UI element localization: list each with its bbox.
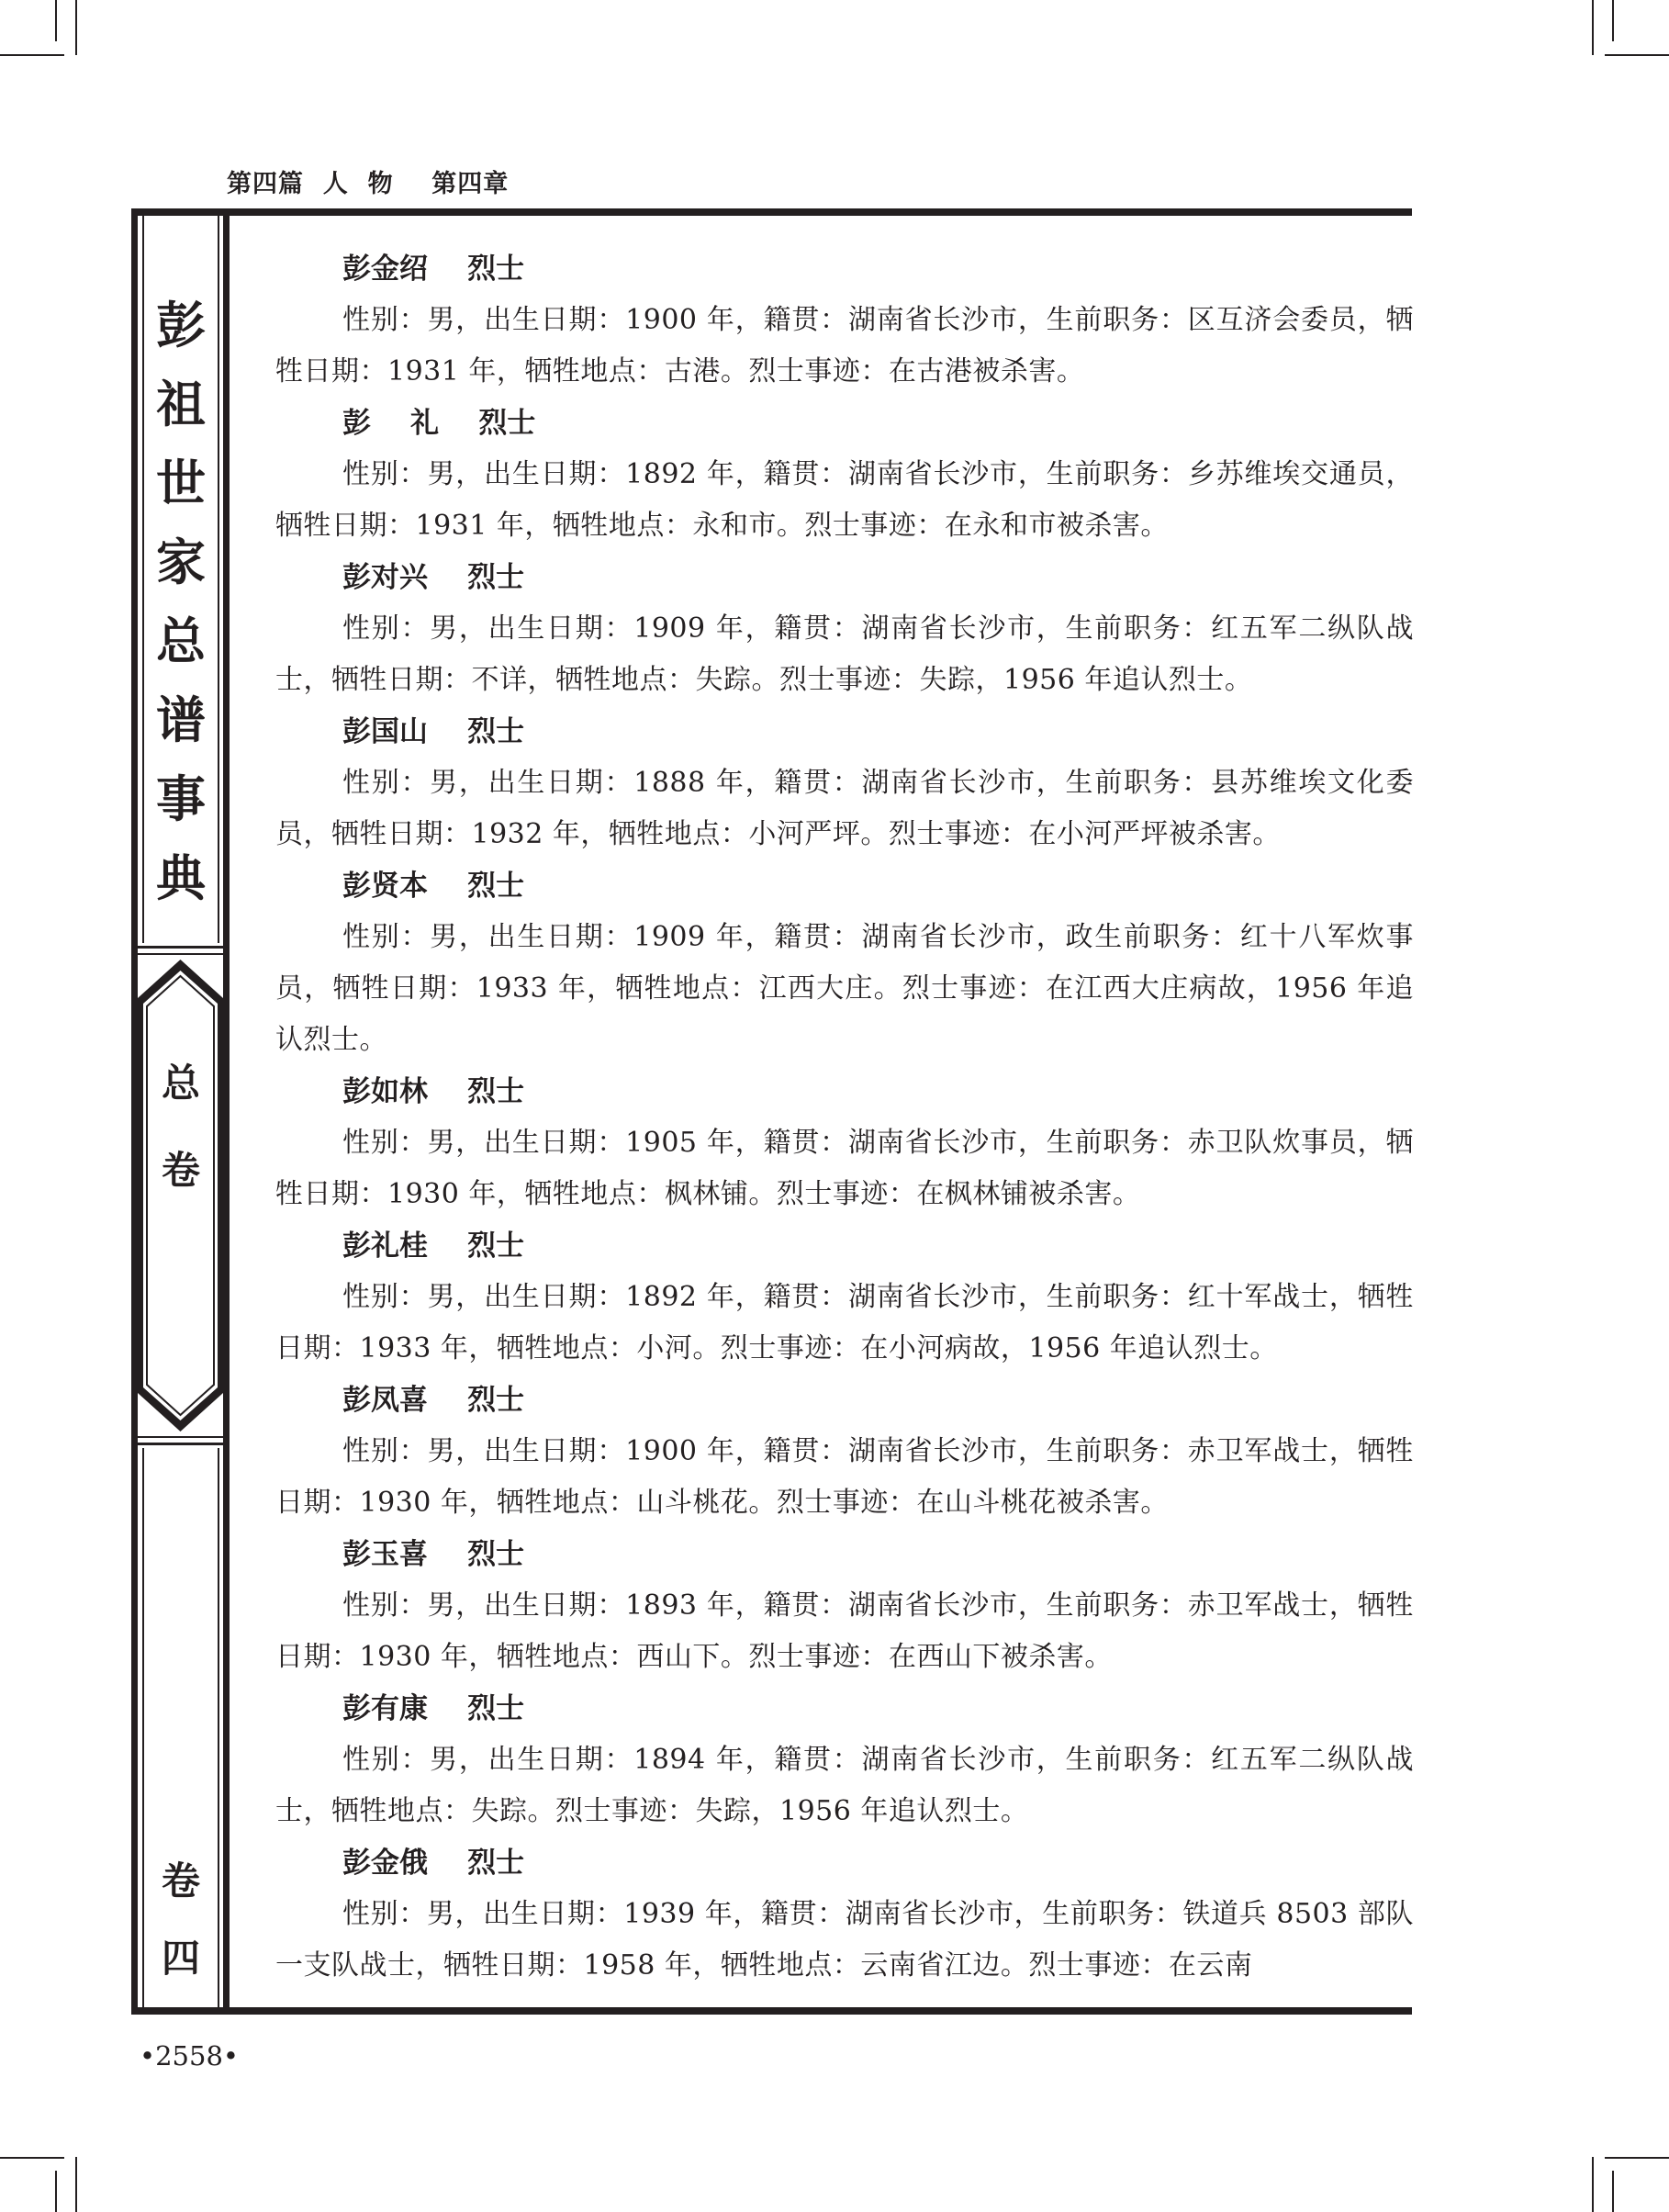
entry: [275, 706, 1414, 860]
entry-name: 彭凤喜 烈士: [342, 1384, 525, 1417]
entry-name: 彭礼桂 烈士: [342, 1230, 525, 1263]
page-number: •2558•: [140, 2040, 240, 2072]
crop-mark: [75, 2157, 77, 2212]
entry: [275, 1375, 1414, 1529]
chapter-header: 第四篇 人 物 第四章: [227, 170, 510, 198]
crop-mark: [1605, 2157, 1669, 2159]
entry-text: 性别：男，出生日期：1909 年，籍贯：湖南省长沙市，生前职务：红五军二纵队战士，牺牲日期：不详，牺牲地点：失踪。烈士事迹：失踪，1956 年追认烈士。: [275, 612, 1414, 696]
crop-mark: [0, 54, 64, 56]
entry-name: 彭贤本 烈士: [342, 870, 525, 903]
entry-text: 性别：男，出生日期：1892 年，籍贯：湖南省长沙市，生前职务：红十军战士，牺牲日期：1933 年，牺牲地点：小河。烈士事迹：在小河病故，1956 年追认烈士。: [275, 1281, 1414, 1364]
entry-text: 性别：男，出生日期：1893 年，籍贯：湖南省长沙市，生前职务：赤卫军战士，牺牲日期：1930 年，牺牲地点：西山下。烈士事迹：在西山下被杀害。: [275, 1589, 1414, 1673]
entry-text: 性别：男，出生日期：1909 年，籍贯：湖南省长沙市，政生前职务：红十八军炊事员，牺牲日期：1933 年，牺牲地点：江西大庄。烈士事迹：在江西大庄病故，1956 年追认烈士。: [275, 921, 1414, 1056]
entry-text: 性别：男，出生日期：1905 年，籍贯：湖南省长沙市，生前职务：赤卫队炊事员，牺牲日期：1930 年，牺牲地点：枫林铺。烈士事迹：在枫林铺被杀害。: [275, 1127, 1414, 1210]
left-frame: [131, 208, 230, 2015]
entry-name: 彭有康 烈士: [342, 1692, 525, 1725]
bottom-rule: [131, 2007, 1412, 2015]
crop-mark: [75, 0, 77, 55]
entry-name: 彭国山 烈士: [342, 715, 525, 748]
crop-mark: [55, 2171, 57, 2212]
volume-label: [144, 1039, 218, 1214]
entry-text: 性别：男，出生日期：1900 年，籍贯：湖南省长沙市，生前职务：赤卫军战士，牺牲日期：1930 年，牺牲地点：山斗桃花。烈士事迹：在山斗桃花被杀害。: [275, 1435, 1414, 1519]
book-title: [144, 286, 218, 918]
entry: [275, 1683, 1414, 1837]
book-title-char: 事: [156, 770, 206, 828]
entry-text: 性别：男，出生日期：1900 年，籍贯：湖南省长沙市，生前职务：区互济会委员，牺牲日期：1931 年，牺牲地点：古港。烈士事迹：在古港被杀害。: [275, 304, 1414, 387]
entry-name: 彭金俄 烈士: [342, 1847, 525, 1880]
volume-char: 总: [161, 1061, 200, 1106]
book-title-char: 世: [156, 455, 206, 512]
entry: [275, 243, 1414, 398]
entry: [275, 1837, 1414, 1992]
juan-char: 卷: [161, 1858, 200, 1903]
entry-text: 性别：男，出生日期：1894 年，籍贯：湖南省长沙市，生前职务：红五军二纵队战士，牺牲地点：失踪。烈士事迹：失踪，1956 年追认烈士。: [275, 1744, 1414, 1827]
crop-mark: [1592, 0, 1594, 55]
entry-name: 彭如林 烈士: [342, 1075, 525, 1108]
book-title-char: 家: [156, 533, 206, 591]
crop-mark: [1605, 54, 1669, 56]
entry-text: 性别：男，出生日期：1892 年，籍贯：湖南省长沙市，生前职务：乡苏维埃交通员，牺牲日期：1931 年，牺牲地点：永和市。烈士事迹：在永和市被杀害。: [275, 458, 1414, 542]
book-title-char: 祖: [156, 376, 206, 433]
entry-text: 性别：男，出生日期：1888 年，籍贯：湖南省长沙市，生前职务：县苏维埃文化委员，牺牲日期：1932 年，牺牲地点：小河严坪。烈士事迹：在小河严坪被杀害。: [275, 767, 1414, 850]
book-title-char: 总: [156, 612, 206, 670]
crop-mark: [55, 0, 57, 41]
crop-mark: [1592, 2157, 1594, 2212]
entry: [275, 1529, 1414, 1683]
crop-mark: [1612, 0, 1614, 41]
entry-name: 彭对兴 烈士: [342, 561, 525, 594]
crop-mark: [1612, 2171, 1614, 2212]
entry: [275, 1066, 1414, 1220]
entry: [275, 860, 1414, 1066]
volume-char: 卷: [161, 1148, 200, 1193]
entries-list: [275, 243, 1414, 1992]
top-rule: [131, 208, 1412, 216]
entry-name: 彭 礼 烈士: [342, 407, 536, 440]
entry: [275, 552, 1414, 706]
entry-name: 彭金绍 烈士: [342, 253, 525, 286]
entry: [275, 398, 1414, 552]
entry-text: 性别：男，出生日期：1939 年，籍贯：湖南省长沙市，生前职务：铁道兵 8503 部队一支队战士，牺牲日期：1958 年，牺牲地点：云南省江边。烈士事迹：在云南: [275, 1898, 1414, 1982]
book-title-char: 谱: [156, 691, 206, 749]
entry-name: 彭玉喜 烈士: [342, 1538, 525, 1571]
crop-mark: [0, 2157, 64, 2159]
juan-char: 四: [161, 1936, 200, 1981]
book-title-char: 彭: [156, 297, 206, 354]
juan-label: [144, 1843, 218, 1997]
book-title-char: 典: [156, 849, 206, 907]
entry: [275, 1220, 1414, 1375]
